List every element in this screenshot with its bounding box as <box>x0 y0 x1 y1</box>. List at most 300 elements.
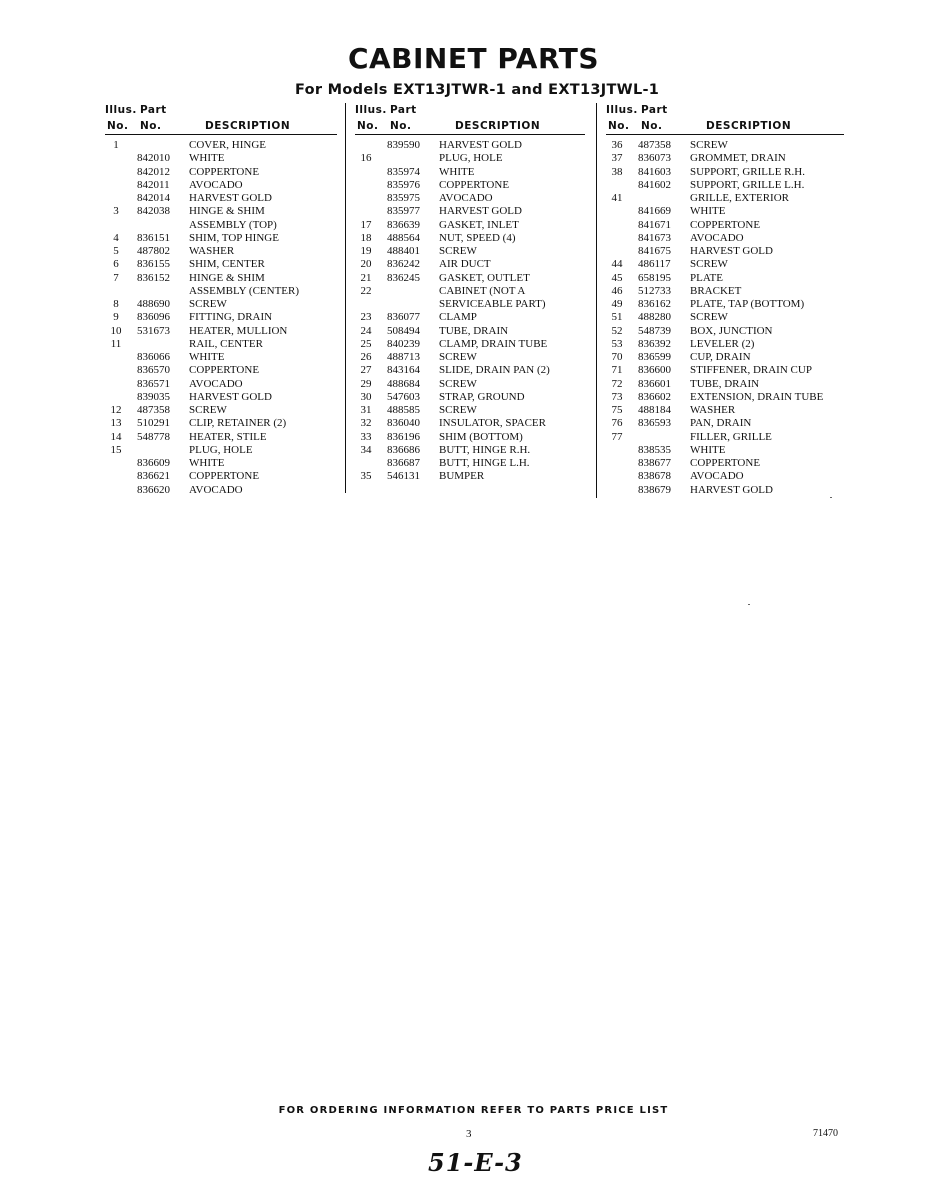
part-description: TUBE, DRAIN <box>439 324 509 337</box>
table-row <box>105 272 337 285</box>
part-number: 835975 <box>387 192 420 204</box>
illus-number: 10 <box>110 324 122 337</box>
part-description: HARVEST GOLD <box>189 390 272 403</box>
table-row <box>606 205 844 218</box>
illus-number: 73 <box>611 390 623 403</box>
part-number: 488690 <box>137 298 170 310</box>
part-description: SCREW <box>439 377 477 390</box>
scan-speck <box>830 497 832 498</box>
header-part-no: No. <box>641 120 663 132</box>
table-row <box>105 444 337 457</box>
table-row <box>355 457 585 470</box>
illus-number: 34 <box>360 443 372 456</box>
part-number: 547603 <box>387 390 420 403</box>
illus-number: 27 <box>360 364 372 377</box>
illus-number: 24 <box>360 324 372 337</box>
part-description: WHITE <box>690 443 726 456</box>
table-row <box>105 205 337 218</box>
part-description: AVOCADO <box>189 377 243 390</box>
part-number: 836040 <box>387 417 420 430</box>
illus-number: 16 <box>360 152 372 165</box>
part-number: 836196 <box>387 430 420 443</box>
header-part-no: No. <box>390 120 412 132</box>
part-number: 488401 <box>387 245 420 257</box>
illus-number: 76 <box>611 417 623 430</box>
table-row <box>355 351 585 364</box>
parts-column-3 <box>606 103 844 497</box>
table-row <box>105 391 337 404</box>
part-number: 836602 <box>638 390 671 403</box>
table-row <box>355 166 585 179</box>
illus-number: 49 <box>611 298 623 310</box>
header-description: DESCRIPTION <box>455 120 541 132</box>
part-number: 836686 <box>387 443 420 456</box>
part-description: SCREW <box>690 139 728 151</box>
part-description: SUPPORT, GRILLE R.H. <box>690 165 805 178</box>
part-number: 842010 <box>137 152 170 165</box>
illus-number: 22 <box>360 284 372 297</box>
part-number: 839590 <box>387 139 420 151</box>
illus-number: 41 <box>611 192 623 204</box>
part-description: SHIM (BOTTOM) <box>439 430 523 443</box>
table-row <box>355 311 585 324</box>
illus-number: 23 <box>360 311 372 324</box>
table-row <box>105 192 337 205</box>
part-number: 842011 <box>137 178 170 191</box>
parts-rows <box>355 139 585 484</box>
illus-number: 36 <box>611 139 623 151</box>
table-row <box>606 192 844 205</box>
table-row <box>606 245 844 258</box>
illus-number: 14 <box>110 430 122 443</box>
part-number: 488585 <box>387 404 420 416</box>
column-header <box>606 103 844 135</box>
illus-number: 12 <box>110 404 122 416</box>
header-illus-no: No. <box>357 120 379 132</box>
part-description: SCREW <box>439 351 477 363</box>
part-description: COPPERTONE <box>189 470 260 483</box>
column-divider <box>345 103 346 493</box>
table-row <box>355 272 585 285</box>
parts-column-1 <box>105 103 337 497</box>
table-row <box>355 325 585 338</box>
part-description: SHIM, CENTER <box>189 258 265 271</box>
illus-number: 77 <box>611 430 623 443</box>
table-row <box>105 417 337 430</box>
column-header <box>355 103 585 135</box>
table-row <box>105 404 337 417</box>
table-row <box>105 152 337 165</box>
part-description: HARVEST GOLD <box>439 205 522 218</box>
illus-number: 20 <box>360 258 372 271</box>
illus-number: 46 <box>611 284 623 297</box>
illus-number: 18 <box>360 231 372 244</box>
part-description: NUT, SPEED (4) <box>439 231 516 244</box>
part-number: 835974 <box>387 165 420 178</box>
header-part-no: No. <box>140 120 162 132</box>
table-row <box>105 285 337 298</box>
part-description: GRILLE, EXTERIOR <box>690 192 789 204</box>
part-description: CABINET (NOT A <box>439 284 526 297</box>
part-number: 510291 <box>137 417 170 430</box>
table-row <box>606 325 844 338</box>
part-description: HARVEST GOLD <box>690 245 773 257</box>
part-description: SLIDE, DRAIN PAN (2) <box>439 364 550 377</box>
table-row <box>355 179 585 192</box>
table-row <box>606 311 844 324</box>
part-description: WHITE <box>189 152 225 165</box>
part-number: 836571 <box>137 377 170 390</box>
part-description: COPPERTONE <box>690 218 761 231</box>
part-number: 836155 <box>137 258 170 271</box>
part-number: 835976 <box>387 178 420 191</box>
table-row <box>606 457 844 470</box>
part-number: 841603 <box>638 165 671 178</box>
table-row <box>355 364 585 377</box>
table-row <box>606 258 844 271</box>
part-number: 836242 <box>387 258 420 271</box>
table-row <box>606 404 844 417</box>
part-number: 836639 <box>387 218 420 231</box>
part-number: 835977 <box>387 205 420 218</box>
part-description: PLATE, TAP (BOTTOM) <box>690 298 805 310</box>
part-description: PLUG, HOLE <box>439 152 503 165</box>
part-description: COVER, HINGE <box>189 139 266 151</box>
table-row <box>606 484 844 497</box>
part-description: GROMMET, DRAIN <box>690 152 786 165</box>
table-row <box>105 431 337 444</box>
part-description: SERVICEABLE PART) <box>439 298 546 310</box>
table-row <box>606 232 844 245</box>
table-row <box>105 245 337 258</box>
part-description: CLAMP, DRAIN TUBE <box>439 337 548 350</box>
header-part: Part <box>390 104 417 116</box>
illus-number: 72 <box>611 377 623 390</box>
part-description: RAIL, CENTER <box>189 337 263 350</box>
part-description: ASSEMBLY (TOP) <box>189 218 277 231</box>
part-description: HARVEST GOLD <box>439 139 522 151</box>
models-subtitle: For Models EXT13JTWR-1 and EXT13JTWL-1 <box>295 82 660 98</box>
part-number: 839035 <box>137 390 170 403</box>
part-number: 836096 <box>137 311 170 324</box>
table-row <box>355 404 585 417</box>
part-description: INSULATOR, SPACER <box>439 417 546 430</box>
part-description: COPPERTONE <box>690 457 761 469</box>
part-description: WHITE <box>189 351 225 363</box>
part-description: AVOCADO <box>189 483 243 496</box>
part-number: 836609 <box>137 457 170 469</box>
part-description: SCREW <box>189 404 227 416</box>
table-row <box>606 272 844 285</box>
part-number: 838677 <box>638 457 671 469</box>
table-row <box>606 431 844 444</box>
illus-number: 3 <box>113 205 119 218</box>
part-description: BRACKET <box>690 284 742 297</box>
handwritten-note: 51-E-3 <box>428 1148 523 1177</box>
illus-number: 4 <box>113 231 119 244</box>
illus-number: 53 <box>611 337 623 350</box>
table-row <box>105 139 337 152</box>
part-number: 508494 <box>387 324 420 337</box>
table-row <box>606 417 844 430</box>
part-description: HEATER, MULLION <box>189 324 288 337</box>
table-row <box>105 232 337 245</box>
part-description: SHIM, TOP HINGE <box>189 231 279 244</box>
part-description: CLIP, RETAINER (2) <box>189 417 287 430</box>
table-row <box>606 179 844 192</box>
part-number: 512733 <box>638 284 671 297</box>
part-description: ASSEMBLY (CENTER) <box>189 284 300 297</box>
page-title: CABINET PARTS <box>347 42 600 75</box>
part-description: WASHER <box>189 245 235 257</box>
part-number: 488564 <box>387 231 420 244</box>
table-row <box>606 166 844 179</box>
part-number: 486117 <box>638 258 671 271</box>
part-number: 488684 <box>387 377 420 390</box>
table-row <box>105 378 337 391</box>
part-description: COPPERTONE <box>439 178 510 191</box>
part-description: AVOCADO <box>189 178 243 191</box>
table-row <box>355 245 585 258</box>
part-number: 841673 <box>638 231 671 244</box>
table-row <box>355 444 585 457</box>
illus-number: 51 <box>611 311 623 324</box>
table-row <box>355 139 585 152</box>
part-number: 836687 <box>387 457 420 469</box>
column-divider <box>596 103 597 498</box>
table-row <box>606 470 844 483</box>
part-description: STIFFENER, DRAIN CUP <box>690 364 812 377</box>
table-row <box>105 364 337 377</box>
column-header <box>105 103 337 135</box>
part-description: FILLER, GRILLE <box>690 430 772 443</box>
part-number: 487358 <box>137 404 170 416</box>
part-description: HINGE & SHIM <box>189 205 265 218</box>
parts-rows <box>105 139 337 497</box>
part-number: 546131 <box>387 470 420 483</box>
part-number: 836066 <box>137 351 170 363</box>
part-number: 841669 <box>638 205 671 218</box>
part-description: HARVEST GOLD <box>189 192 272 204</box>
part-number: 836599 <box>638 351 671 363</box>
part-number: 841675 <box>638 245 671 257</box>
parts-rows <box>606 139 844 497</box>
table-row <box>355 338 585 351</box>
part-description: BUMPER <box>439 470 485 483</box>
part-description: HINGE & SHIM <box>189 271 265 284</box>
illus-number: 26 <box>360 351 372 363</box>
part-number: 842038 <box>137 205 170 218</box>
part-number: 841671 <box>638 218 671 231</box>
part-number: 836601 <box>638 377 671 390</box>
part-number: 836620 <box>137 483 170 496</box>
parts-column-2 <box>355 103 585 484</box>
table-row <box>355 298 585 311</box>
part-description: HEATER, STILE <box>189 430 267 443</box>
part-description: SCREW <box>690 258 728 271</box>
part-description: CUP, DRAIN <box>690 351 751 363</box>
page-number: 3 <box>466 1128 472 1140</box>
table-row <box>105 484 337 497</box>
illus-number: 17 <box>360 218 372 231</box>
illus-number: 30 <box>360 390 372 403</box>
part-number: 836162 <box>638 298 671 310</box>
part-number: 836077 <box>387 311 420 324</box>
table-row <box>355 470 585 483</box>
part-number: 836073 <box>638 152 671 165</box>
part-description: GASKET, INLET <box>439 218 519 231</box>
illus-number: 11 <box>110 337 122 350</box>
part-description: WHITE <box>439 165 475 178</box>
illus-number: 38 <box>611 165 623 178</box>
part-description: AVOCADO <box>690 231 744 244</box>
part-number: 842012 <box>137 165 170 178</box>
part-number: 488713 <box>387 351 420 363</box>
illus-number: 33 <box>360 430 372 443</box>
part-description: STRAP, GROUND <box>439 390 525 403</box>
illus-number: 75 <box>611 404 623 416</box>
illus-number: 13 <box>110 417 122 430</box>
header-part: Part <box>140 104 167 116</box>
ordering-footer: FOR ORDERING INFORMATION REFER TO PARTS PRICE LIST <box>278 1105 669 1116</box>
illus-number: 70 <box>611 351 623 363</box>
part-number: 836600 <box>638 364 671 377</box>
illus-number: 21 <box>360 271 372 284</box>
table-row <box>105 470 337 483</box>
illus-number: 8 <box>113 298 119 310</box>
table-row <box>355 232 585 245</box>
table-row <box>606 351 844 364</box>
table-row <box>105 298 337 311</box>
table-row <box>606 152 844 165</box>
table-row <box>606 298 844 311</box>
part-description: FITTING, DRAIN <box>189 311 273 324</box>
document-number: 71470 <box>813 1128 838 1139</box>
part-number: 658195 <box>638 271 671 284</box>
illus-number: 32 <box>360 417 372 430</box>
part-description: SCREW <box>189 298 227 310</box>
part-number: 548739 <box>638 324 671 337</box>
header-illus: Illus. <box>105 104 137 116</box>
header-part: Part <box>641 104 668 116</box>
table-row <box>606 338 844 351</box>
part-description: AIR DUCT <box>439 258 491 271</box>
part-number: 838679 <box>638 483 671 496</box>
table-row <box>355 205 585 218</box>
part-description: BUTT, HINGE L.H. <box>439 457 530 469</box>
table-row <box>105 179 337 192</box>
part-number: 836245 <box>387 271 420 284</box>
part-description: PLATE <box>690 271 723 284</box>
part-description: WHITE <box>690 205 726 218</box>
table-row <box>105 338 337 351</box>
part-description: COPPERTONE <box>189 364 260 377</box>
part-number: 838535 <box>638 443 671 456</box>
part-number: 488184 <box>638 404 671 416</box>
header-illus-no: No. <box>107 120 129 132</box>
part-number: 836593 <box>638 417 671 430</box>
part-description: SCREW <box>439 404 477 416</box>
illus-number: 45 <box>611 271 623 284</box>
part-number: 840239 <box>387 337 420 350</box>
illus-number: 19 <box>360 245 372 257</box>
part-number: 531673 <box>137 324 170 337</box>
table-row <box>606 378 844 391</box>
part-description: COPPERTONE <box>189 165 260 178</box>
table-row <box>105 457 337 470</box>
part-number: 836151 <box>137 231 170 244</box>
part-number: 836621 <box>137 470 170 483</box>
part-description: BOX, JUNCTION <box>690 324 773 337</box>
table-row <box>105 166 337 179</box>
header-illus: Illus. <box>355 104 387 116</box>
header-description: DESCRIPTION <box>706 120 792 132</box>
table-row <box>355 391 585 404</box>
part-number: 842014 <box>137 192 170 204</box>
illus-number: 71 <box>611 364 623 377</box>
table-row <box>355 152 585 165</box>
header-description: DESCRIPTION <box>205 120 291 132</box>
table-row <box>105 219 337 232</box>
header-illus: Illus. <box>606 104 638 116</box>
illus-number: 15 <box>110 443 122 456</box>
part-description: SUPPORT, GRILLE L.H. <box>690 178 805 191</box>
table-row <box>105 325 337 338</box>
part-description: AVOCADO <box>690 470 744 483</box>
table-row <box>606 444 844 457</box>
illus-number: 9 <box>113 311 119 324</box>
table-row <box>355 417 585 430</box>
part-number: 488280 <box>638 311 671 324</box>
table-row <box>355 285 585 298</box>
part-number: 836152 <box>137 271 170 284</box>
table-row <box>105 258 337 271</box>
part-description: CLAMP <box>439 311 477 324</box>
part-description: AVOCADO <box>439 192 493 204</box>
part-number: 841602 <box>638 178 671 191</box>
illus-number: 37 <box>611 152 623 165</box>
table-row <box>606 219 844 232</box>
table-row <box>606 139 844 152</box>
part-number: 843164 <box>387 364 420 377</box>
illus-number: 6 <box>113 258 119 271</box>
part-description: PAN, DRAIN <box>690 417 752 430</box>
part-description: SCREW <box>439 245 477 257</box>
illus-number: 35 <box>360 470 372 483</box>
table-row <box>606 391 844 404</box>
illus-number: 52 <box>611 324 623 337</box>
part-description: WHITE <box>189 457 225 469</box>
part-description: GASKET, OUTLET <box>439 271 530 284</box>
illus-number: 29 <box>360 377 372 390</box>
part-number: 548778 <box>137 430 170 443</box>
part-description: TUBE, DRAIN <box>690 377 760 390</box>
illus-number: 31 <box>360 404 372 416</box>
part-description: LEVELER (2) <box>690 337 755 350</box>
illus-number: 5 <box>113 245 119 257</box>
table-row <box>105 351 337 364</box>
table-row <box>606 285 844 298</box>
part-description: PLUG, HOLE <box>189 443 253 456</box>
part-number: 487802 <box>137 245 170 257</box>
part-number: 838678 <box>638 470 671 483</box>
illus-number: 1 <box>113 139 119 151</box>
table-row <box>355 378 585 391</box>
table-row <box>606 364 844 377</box>
illus-number: 44 <box>611 258 623 271</box>
part-description: BUTT, HINGE R.H. <box>439 443 531 456</box>
header-illus-no: No. <box>608 120 630 132</box>
